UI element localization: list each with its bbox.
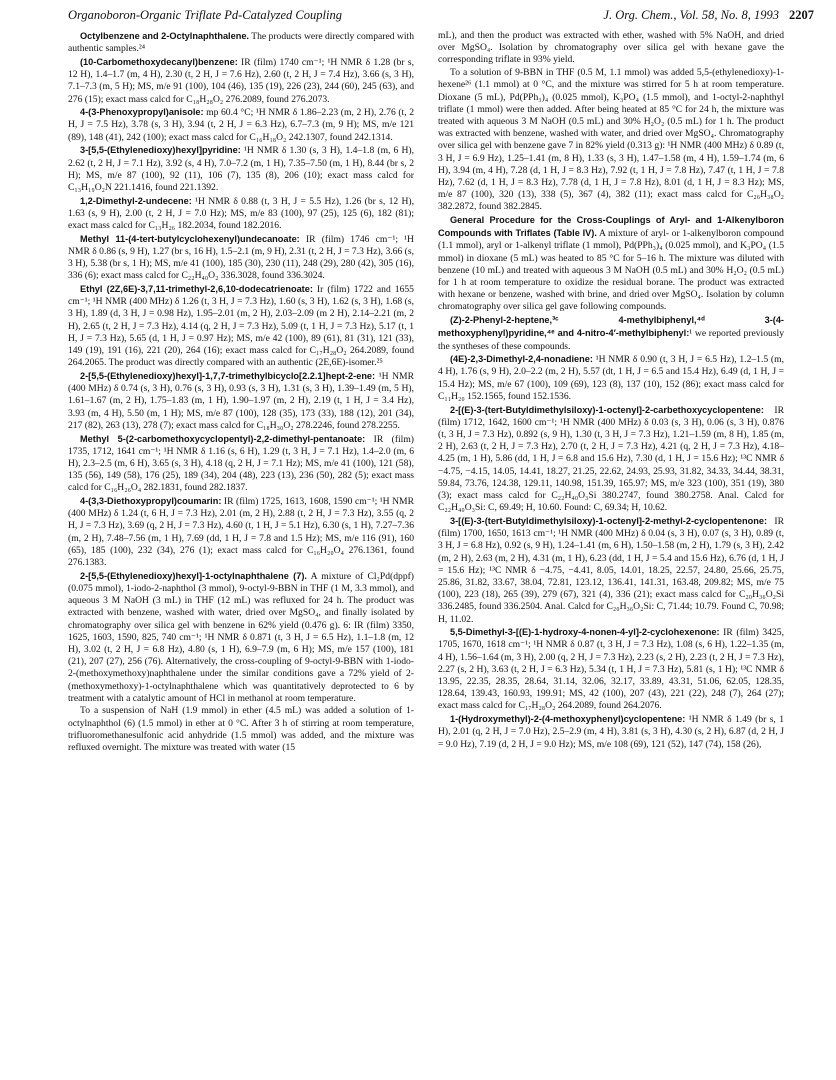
paragraph-text: mL), and then the product was extracted with ether, washed with 5% NaOH, and dried over MgSO₄. Isolation by chromatography over silica gel with hexane gave the corresponding triflate in 93% yield. <box>438 30 784 66</box>
paragraph-text: IR (film) 1725, 1613, 1608, 1590 cm⁻¹; ¹H NMR (400 MHz) δ 1.24 (t, 6 H, J = 7.3 Hz), 2.01 (m, 2 H), 2.88 (t, 2 H, J = 7.3 Hz), 3.55 (q, 2 H, J = 7.3 Hz), 3.69 (q, 2 H, J = 7.3 Hz), 4.60 (t, 1 H, J = 5.1 Hz), 6.30 (s, 1 H), 7.27–7.36 (m, 2 H), 7.48–7.56 (m, 1 H), 7.69 (dd, 1 H, J = 7.8 and 1.5 Hz); MS, m/e 116 (91), 160 (65), 185 (100), 232 (34), 276 (1); exact mass calcd for C₁₆H₂₀O₄ 276.1361, found 276.1383. <box>68 496 414 569</box>
paragraph <box>438 314 784 353</box>
paragraph-text: A mixture of Cl₂Pd(dppf) (0.075 mmol), 1-iodo-2-naphthol (3 mmol), 9-octyl-9-BBN in THF (1 M, 3.3 mmol), and aqueous 3 M NaOH (3 mL) in THF (12 mL) was refluxed for 24 h. The product was extracted with benzene, washed with water, dried over MgSO₄, and finally isolated by chromatography over silica gel with benzene in 62% yield (0.476 g). 6: IR (film) 3350, 1625, 1603, 1590, 825, 740 cm⁻¹; ¹H NMR δ 0.871 (t, 3 H, J = 6.5 Hz), 1.1–1.8 (m, 12 H), 3.02 (t, 2 H, J = 6.8 Hz), 4.80 (s, 1 H), 6.9–7.9 (m, 6 H); MS, m/e 157 (100), 181 (21), 207 (27), 256 (76). Alternatively, the cross-coupling of 9-octyl-9-BBN with 1-iodo-2-(methoxymethoxy)naphthalene under the similar conditions gave a 72% yield of 2-(methoxymethoxy)-1-octylnaphthalene which was quantitatively deprotected to 6 by treatment with a catalytic amount of HCl in methanol at room temperature. <box>68 570 415 704</box>
paragraph <box>68 570 414 705</box>
page-number: 2207 <box>789 8 814 22</box>
paragraph <box>68 195 414 233</box>
compound-heading: General Procedure for the Cross-Couplings of Aryl- and 1-Alkenylboron Compounds with Triflates (Table IV). <box>438 215 784 239</box>
paragraph <box>68 433 414 495</box>
paragraph-text: ¹ we reported previously the syntheses of these compounds. <box>438 328 784 352</box>
compound-heading: (Z)-2-Phenyl-2-heptene,³ᶜ 4-methylbiphenyl,⁴ᵈ 3-(4-methoxyphenyl)pyridine,⁴ᵉ and 4-nitro-4′-methylbiphenyl: <box>438 315 784 339</box>
compound-heading: 1-(Hydroxymethyl)-2-(4-methoxyphenyl)cyclopentene: <box>450 714 686 725</box>
left-column <box>68 30 414 755</box>
compound-heading: Octylbenzene and 2-Octylnaphthalene. <box>80 31 249 41</box>
compound-heading: 3-[(E)-3-(tert-Butyldimethylsiloxy)-1-octenyl]-2-methyl-2-cyclopentenone: <box>450 515 768 526</box>
compound-heading: 4-(3-Phenoxypropyl)anisole: <box>80 107 204 118</box>
paragraph <box>68 144 414 194</box>
paragraph-text: IR (film) 1712, 1642, 1600 cm⁻¹; ¹H NMR (400 MHz) δ 0.03 (s, 3 H), 0.06 (s, 3 H), 0.876 (t, 3 H, J = 7.3 Hz), 0.892 (s, 9 H), 1.30 (t, 3 H, J = 7.3 Hz), 1.21–1.59 (m, 8 H), 1.85 (m, 2 H), 2.63 (t, 2 H, J = 7.3 Hz), 2.70 (t, 2 H, J = 7.3 Hz), 4.21 (q, 2 H, J = 7.3 Hz), 4.18–4.25 (m, 1 H), 5.86 (dd, 1 H, J = 6.8 and 15.6 Hz), 7.30 (d, 1 H, J = 15.6 Hz); ¹³C NMR δ −4.75, −4.15, 14.05, 14.41, 18.27, 21.25, 22.62, 24.93, 25.93, 31.82, 34.33, 34.44, 38.31, 59.84, 73.76, 124.38, 129.11, 140.98, 151.39, 165.97; MS, m/e 323 (100), 351 (19), 380 (3); exact mass calcd for C₂₂H₄₀O₃Si 380.2747, found 380.2758. Anal. Calcd for C₂₂H₄₀O₃Si: C, 69.49; H, 10.60. Found: C, 69.34; H, 10.62. <box>438 404 784 514</box>
journal-reference: J. Org. Chem., Vol. 58, No. 8, 1993 <box>603 8 779 22</box>
paragraph-text: IR (film) 1700, 1650, 1613 cm⁻¹; ¹H NMR (400 MHz) δ 0.04 (s, 3 H), 0.07 (s, 3 H), 0.89 (t, 3 H, J = 6.8 Hz), 0.92 (s, 9 H), 1.24–1.41 (m, 6 H), 1.50–1.58 (m, 2 H), 1.79 (s, 3 H), 2.42 (m, 2 H), 2.63 (m, 2 H), 4.31 (m, 1 H), 6.23 (dd, 1 H, J = 5.4 and 15.6 Hz), 6.76 (d, 1 H, J = 15.6 Hz); ¹³C NMR δ −4.75, −4.41, 8.05, 14.01, 18.25, 22.57, 24.80, 25.66, 25.75, 25.86, 31.82, 33.67, 38.04, 72.81, 123.12, 136.41, 141.31, 163.48, 209.82; MS, m/e 75 (100), 223 (18), 265 (39), 279 (67), 321 (4), 336 (21); exact mass calcd for C₂₀H₃₆O₂Si 336.2485, found 336.2504. Anal. Calcd for C₂₀H₃₆O₂Si: C, 71.44; 10.79. Found C, 70.98; H, 11.02. <box>438 515 784 625</box>
paragraph-text: To a solution of 9-BBN in THF (0.5 M, 1.1 mmol) was added 5,5-(ethylenedioxy)-1-hexene²⁶ (1.1 mmol) at 0 °C, and the mixture was stirred for 5 h at room temperature. Dioxane (5 mL), Pd(PPh₃)₄ (0.025 mmol), K₃PO₄ (1.5 mmol), and 1-octyl-2-naphthyl triflate (1 mmol) were then added. After being heated at 85 °C for 24 h, the mixture was treated with aqueous 3 M NaOH (0.5 mL) and 30% H₂O₂ (0.5 mL) for 1 h. The product was extracted with benzene, washed with water, and dried over MgSO₄. Chromatography over silica gel with benzene gave 7 in 82% yield (0.313 g): ¹H NMR (400 MHz) δ 0.89 (t, 3 H, J = 6.9 Hz), 1.25–1.41 (m, 8 H), 1.33 (s, 3 H), 1.47–1.58 (m, 4 H), 1.59–1.74 (m, 6 H), 3.94 (m, 4 H), 7.28 (d, 1 H, J = 8.3 Hz), 7.92 (t, 1 H, J = 7.8 Hz), 7.47 (t, 1 H, J = 7.8 Hz), 7.62 (d, 1 H, J = 8.3 Hz), 7.78 (d, 1 H, J = 7.8 Hz), 8.01 (d, 1 H, J = 8.3 Hz); MS, m/e 87 (100), 320 (13), 338 (5), 367 (4), 382 (11); exact mass calcd for C₂₆H₃₈O₂ 382.2872, found 382.2845. <box>438 67 784 213</box>
compound-heading: 2-[5,5-(Ethylenedioxy)hexyl]-1-octylnaphthalene (7). <box>80 570 307 581</box>
paragraph-text: ¹H NMR δ 0.90 (t, 3 H, J = 6.5 Hz), 1.2–1.5 (m, 4 H), 1.76 (s, 9 H), 2.0–2.2 (m, 2 H), 5.57 (dt, 1 H, J = 6.5 and 15.4 Hz), 6.49 (d, 1 H, J = 15.4 Hz); MS, m/e 67 (100), 109 (69), 123 (8), 137 (10), 152 (86); exact mass calcd for C₁₁H₂₀ 152.1565, found 152.1536. <box>438 354 784 402</box>
paragraph-text: Ir (film) 1722 and 1655 cm⁻¹; ¹H NMR (400 MHz) δ 1.26 (t, 3 H, J = 7.3 Hz), 1.60 (s, 3 H), 1.62 (s, 3 H), 1.68 (s, 3 H), 1.89 (d, 3 H, J = 0.98 Hz), 1.95–2.01 (m, 2 H), 2.03–2.09 (m 2 H), 2.14–2.21 (m, 2 H), 2.65 (t, 2 H, J = 7.3 Hz), 4.14 (q, 2 H, J = 7.3 Hz), 5.09 (t, 1 H, J = 7.3 Hz), 5.17 (t, 1 H, J = 7.3 Hz), 5.65 (d, 1 H, J = 0.97 Hz); MS, m/e 42 (100), 89 (61), 81 (31), 121 (33), 149 (19), 191 (16), 221 (20), 264 (16); exact mass calcd for C₁₇H₂₈O₂ 264.2089, found 264.2065. The product was directly compared with an authentic (2E,6E)-isomer.²⁵ <box>68 284 414 369</box>
paragraph <box>68 283 414 369</box>
paragraph-text: IR (film) 1746 cm⁻¹; ¹H NMR δ 0.86 (s, 9 H), 1.27 (br s, 16 H), 1.5–2.1 (m, 9 H), 2.31 (t, 2 H, J = 7.3 Hz), 3.66 (s, 3 H), 5.38 (br s, 1 H); MS, m/e 41 (100), 185 (30), 230 (11), 248 (29), 280 (42), 305 (16), 336 (6); exact mass calcd for C₂₂H₄₀O₂ 336.3028, found 336.3024. <box>68 233 414 282</box>
running-header <box>68 8 814 26</box>
paragraph <box>68 106 414 144</box>
journal-citation <box>603 8 814 23</box>
compound-heading: Methyl 11-(4-tert-butylcyclohexenyl)undecanoate: <box>80 233 300 244</box>
paragraph-text: ¹H NMR (400 MHz) δ 0.74 (s, 3 H), 0.76 (s, 3 H), 0.93 (s, 3 H), 1.31 (s, 3 H), 1.39–1.49 (m, 5 H), 1.61–1.67 (m, 2 H), 1.75–1.83 (m, 1 H), 1.90–1.97 (m, 2 H), 2.19 (t, 1 H, J = 3.4 Hz), 3.93 (m, 4 H), 5.50 (m, 1 H); MS, m/e 87 (100), 128 (35), 173 (33), 188 (12), 201 (34), 217 (82), 263 (13), 278 (7); exact mass calcd for C₁₈H₃₀O₂ 278.2246, found 278.2255. <box>68 370 414 431</box>
paragraph-text: To a suspension of NaH (1.9 mmol) in ether (4.5 mL) was added a solution of 1-octylnaphthol (6) (1.5 mmol) in ether at 0 °C. After 3 h of stirring at room temperature, trifluoromethanesulfonic acid anhydride (1.5 mmol) was added, and the mixture was refluxed overnight. The mixture was treated with water (15 <box>68 705 414 754</box>
paragraph <box>438 214 784 314</box>
paragraph <box>438 515 784 626</box>
compound-heading: Ethyl (2Z,6E)-3,7,11-trimethyl-2,6,10-dodecatrienoate: <box>80 284 313 295</box>
compound-heading: 1,2-Dimethyl-2-undecene: <box>80 195 192 206</box>
paragraph <box>68 56 414 106</box>
paragraph <box>68 495 414 569</box>
paragraph <box>68 30 414 55</box>
paragraph-text: A mixture of aryl- or 1-alkenylboron compound (1.1 mmol), aryl or 1-alkenyl triflate (1 mmol), Pd(PPh₃)₄ (0.025 mmol), and K₃PO₄ (1.5 mmol) in dioxane (5 mL) was heated to 85 °C for 5–16 h. The mixture was diluted with benzene (10 mL) and treated with aqueous 3 M NaOH (0.5 mL) and 30% H₂O₂ (0.5 mL) for 1 h at room temperature to oxidize the residual borane. The product was extracted with hexane or benzene, washed with brine, and dried over MgSO₄. Isolation by column chromatography over silica gel gave following compounds. <box>438 228 784 313</box>
paragraph <box>438 353 784 403</box>
paragraph <box>438 713 784 751</box>
paragraph <box>438 626 784 712</box>
paragraph-text: The products were directly compared with authentic samples.²⁴ <box>68 31 414 55</box>
right-column <box>438 30 784 751</box>
running-title: Organoboron-Organic Triflate Pd-Catalyzed Coupling <box>68 8 342 22</box>
paragraph-text: IR (film) 1735, 1712, 1641 cm⁻¹; ¹H NMR δ 1.16 (s, 6 H), 1.29 (t, 3 H, J = 7.1 Hz), 1.4–2.0 (m, 6 H), 2.3–2.5 (m, 6 H), 3.65 (s, 3 H), 4.18 (q, 2 H, J = 7.1 Hz); MS, m/e 41 (100), 121 (58), 135 (56), 149 (58), 176 (25), 189 (34), 204 (48), 223 (13), 236 (50), 282 (5); exact mass calcd for C₁₆H₂₆O₄ 282.1831, found 282.1837. <box>68 433 414 494</box>
paragraph <box>438 404 784 515</box>
compound-heading: 5,5-Dimethyl-3-[(E)-1-hydroxy-4-nonen-4-yl]-2-cyclohexenone: <box>450 627 720 638</box>
paragraph <box>68 370 414 432</box>
compound-heading: 3-[5,5-(Ethylenedioxy)hexyl]pyridine: <box>80 145 241 156</box>
paragraph-text: ¹H NMR δ 1.49 (br s, 1 H), 2.01 (q, 2 H, J = 7.0 Hz), 2.5–2.9 (m, 4 H), 3.81 (s, 3 H), 4.30 (s, 2 H), 6.87 (d, 2 H, J = 9.0 Hz), 7.19 (d, 2 H, J = 9.0 Hz); MS, m/e 108 (69), 121 (52), 147 (74), 158 (26), <box>438 714 784 750</box>
paragraph-text: IR (film) 3425, 1705, 1670, 1618 cm⁻¹; ¹H NMR δ 0.87 (t, 3 H, J = 7.3 Hz), 1.08 (s, 6 H), 1.22–1.35 (m, 4 H), 1.56–1.64 (m, 3 H), 2.00 (q, 2 H, J = 7.3 Hz), 2.23 (s, 2 H), 2.23 (t, 2 H, J = 7.3 Hz), 2.27 (s, 2 H), 3.63 (t, 2 H, J = 6.3 Hz), 5.34 (t, 1 H, J = 7.3 Hz), 5.81 (s, 1 H); ¹³C NMR δ 13.95, 22.35, 28.35, 28.64, 31.14, 32.06, 32.17, 33.89, 43.31, 51.06, 62.05, 128.35, 128.64, 139.43, 160.93, 199.91; MS, 42 (100), 207 (43), 221 (22), 248 (7), 264 (27); exact mass calcd for C₁₇H₂₈O₂ 264.2089, found 264.2076. <box>438 627 784 712</box>
compound-heading: (4E)-2,3-Dimethyl-2,4-nonadiene: <box>450 354 593 365</box>
paragraph <box>68 705 414 754</box>
paragraph <box>438 67 784 213</box>
paragraph-text: mp 60.4 °C; ¹H NMR δ 1.86–2.23 (m, 2 H), 2.76 (t, 2 H, J = 7.5 Hz), 3.78 (s, 3 H), 3.94 (t, 2 H, J = 6.3 Hz), 6.7–7.3 (m, 9 H); MS, m/e 121 (89), 148 (41), 242 (100); exact mass calcd for C₁₆H₁₈O₂ 242.1307, found 242.1314. <box>68 107 414 143</box>
paragraph <box>438 30 784 67</box>
paragraph-text: ¹H NMR δ 1.30 (s, 3 H), 1.4–1.8 (m, 6 H), 2.62 (t, 2 H, J = 7.1 Hz), 3.92 (s, 4 H), 7.0–7.2 (m, 1 H), 7.35–7.50 (m, 1 H), 8.44 (br s, 2 H); MS, m/e 87 (100), 92 (11), 106 (7), 135 (8), 206 (10); exact mass calcd for C₁₃H₁₉O₂N 221.1416, found 221.1392. <box>68 145 414 193</box>
compound-heading: 4-(3,3-Diethoxypropyl)coumarin: <box>80 496 222 507</box>
compound-heading: 2-[(E)-3-(tert-Butyldimethylsiloxy)-1-octenyl]-2-carbethoxycyclopentene: <box>450 404 764 415</box>
compound-heading: Methyl 5-(2-carbomethoxycyclopentyl)-2,2-dimethyl-pentanoate: <box>80 433 366 444</box>
paragraph-text: IR (film) 1740 cm⁻¹; ¹H NMR δ 1.28 (br s, 12 H), 1.4–1.7 (m, 4 H), 2.30 (t, 2 H, J = 7.6 Hz), 2.60 (t, 2 H, J = 7.4 Hz), 3.66 (s, 3 H), 7.1–7.3 (m, 5 H); MS, m/e 91 (100), 104 (46), 135 (19), 226 (23), 244 (60), 245 (63), and 276 (15); exact mass calcd for C₁₈H₂₈O₂ 276.2089, found 276.2073. <box>68 56 414 105</box>
paragraph <box>68 233 414 283</box>
compound-heading: (10-Carbomethoxydecanyl)benzene: <box>80 56 238 67</box>
paragraph-text: ¹H NMR δ 0.88 (t, 3 H, J = 5.5 Hz), 1.26 (br s, 12 H), 1.63 (s, 9 H), 2.00 (t, 2 H, J = 7.0 Hz); MS, m/e 83 (100), 97 (25), 125 (6), 182 (81); exact mass calcd for C₁₃H₂₆ 182.2034, found 182.2016. <box>68 195 414 232</box>
compound-heading: 2-[5,5-(Ethylenedioxy)hexyl]-1,7,7-trimethylbicyclo[2.2.1]hept-2-ene: <box>80 370 376 381</box>
